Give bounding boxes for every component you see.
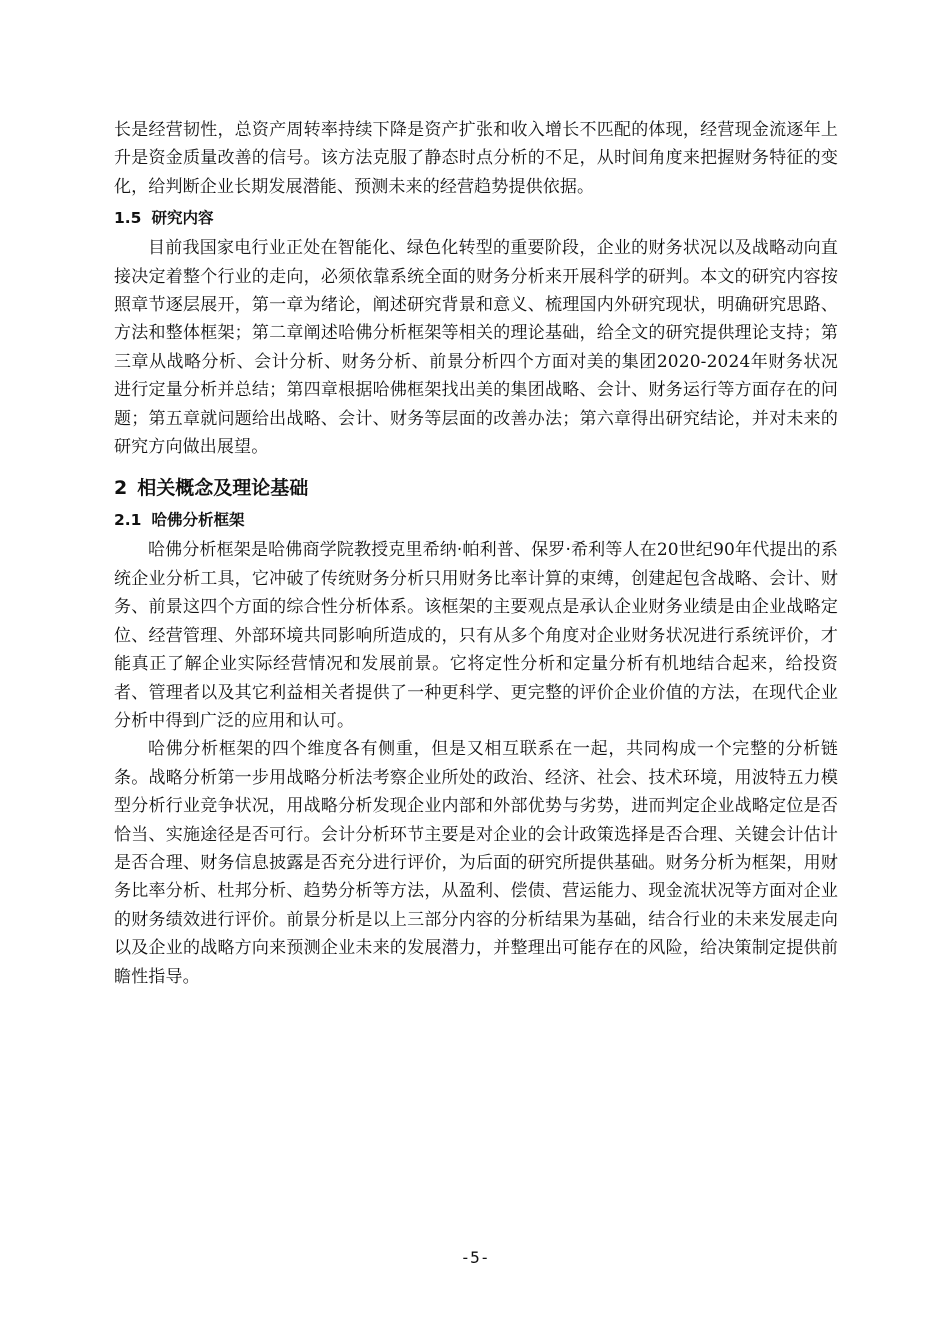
page-number: -5- [460, 1248, 490, 1267]
paragraph-harvard-framework: 哈佛分析框架是哈佛商学院教授克里希纳·帕利普、保罗·希利等人在20世纪90年代提出的系统企业分析工具，它冲破了传统财务分析只用财务比率计算的束缚，创建起包含战略、会计、财务、前景这四个方面的综合性分析体系。该框架的主要观点是承认企业财务业绩是由企业战略定位、经营管理、外部环境共同影响所造成的，只有从多个角度对企业财务状况进行系统评价，才能真正了解企业实际经营情况和发展前景。它将定性分析和定量分析有机地结合起来，给投资者、管理者以及其它利益相关者提供了一种更科学、更完整的评价企业价值的方法，在现代企业分析中得到广泛的应用和认可。 [114, 540, 838, 731]
section-title: 研究内容 [151, 209, 214, 228]
chapter-title: 相关概念及理论基础 [137, 477, 309, 500]
section-heading-1-5 [114, 205, 838, 231]
paragraph-continued: 长是经营韧性，总资产周转率持续下降是资产扩张和收入增长不匹配的体现，经营现金流逐年上升是资金质量改善的信号。该方法克服了静态时点分析的不足，从时间角度来把握财务特征的变化，给判断企业长期发展潜能、预测未来的经营趋势提供依据。 [114, 120, 838, 197]
section-title: 哈佛分析框架 [151, 511, 245, 530]
section-number: 2.1 [114, 511, 142, 530]
chapter-heading-2 [114, 473, 838, 503]
section-number: 1.5 [114, 209, 142, 228]
document-body [114, 116, 838, 991]
paragraph-four-dimensions: 哈佛分析框架的四个维度各有侧重，但是又相互联系在一起，共同构成一个完整的分析链条。战略分析第一步用战略分析法考察企业所处的政治、经济、社会、技术环境，用波特五力模型分析行业竞争状况，用战略分析发现企业内部和外部优势与劣势，进而判定企业战略定位是否恰当、实施途径是否可行。会计分析环节主要是对企业的会计政策选择是否合理、关键会计估计是否合理、财务信息披露是否充分进行评价，为后面的研究所提供基础。财务分析为框架，用财务比率分析、杜邦分析、趋势分析等方法，从盈利、偿债、营运能力、现金流状况等方面对企业的财务绩效进行评价。前景分析是以上三部分内容的分析结果为基础，结合行业的未来发展走向以及企业的战略方向来预测企业未来的发展潜力，并整理出可能存在的风险，给决策制定提供前瞻性指导。 [114, 739, 838, 987]
section-heading-2-1 [114, 507, 838, 533]
chapter-number: 2 [114, 477, 128, 500]
paragraph-research-content: 目前我国家电行业正处在智能化、绿色化转型的重要阶段，企业的财务状况以及战略动向直接决定着整个行业的走向，必须依靠系统全面的财务分析来开展科学的研判。本文的研究内容按照章节逐层展开，第一章为绪论，阐述研究背景和意义、梳理国内外研究现状，明确研究思路、方法和整体框架；第二章阐述哈佛分析框架等相关的理论基础，给全文的研究提供理论支持；第三章从战略分析、会计分析、财务分析、前景分析四个方面对美的集团2020-2024年财务状况进行定量分析并总结；第四章根据哈佛框架找出美的集团战略、会计、财务运行等方面存在的问题；第五章就问题给出战略、会计、财务等层面的改善办法；第六章得出研究结论，并对未来的研究方向做出展望。 [114, 238, 838, 458]
